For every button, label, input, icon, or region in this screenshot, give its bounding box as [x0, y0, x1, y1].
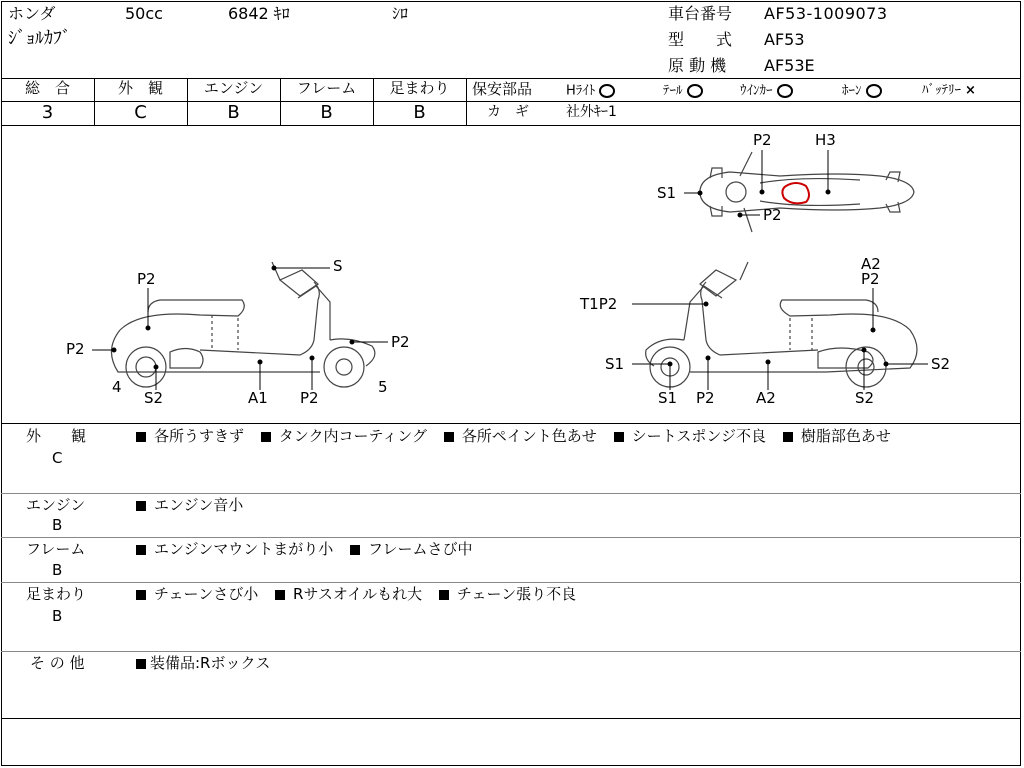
engine-grade: B — [227, 102, 240, 123]
label-right-s1-front: S1 — [605, 355, 625, 373]
headlight-label: Hﾗｲﾄ — [566, 83, 596, 99]
label-right-a2: A2 — [861, 255, 881, 273]
displacement: 50cc — [125, 4, 163, 23]
note-item: シートスポンジ不良 — [631, 427, 767, 445]
horn-label: ﾎｰﾝ — [842, 83, 862, 99]
note-item: Rサスオイルもれ大 — [293, 585, 423, 603]
label-left-p2-rear: P2 — [391, 333, 410, 351]
maker: ホンダ — [8, 4, 56, 23]
winker-label: ｳｲﾝｶｰ — [740, 83, 773, 99]
ok-circle-icon — [687, 84, 703, 98]
note-item: 各所うすきず — [154, 427, 245, 445]
suspension-label: 足まわり — [389, 79, 450, 97]
note-other-items — [136, 656, 270, 671]
note-item: 装備品:Rボックス — [150, 654, 271, 672]
label-right-p2: P2 — [861, 270, 880, 288]
safety-parts-label: 保安部品 — [472, 80, 533, 98]
key-value: 社外ｷｰ1 — [566, 104, 617, 120]
col-divider-5 — [466, 78, 467, 125]
damage-mark-h3 — [782, 183, 809, 203]
frame-no-label: 車台番号 — [668, 4, 733, 23]
note-item: 各所ペイント色あせ — [461, 427, 597, 445]
label-left-p2-front: P2 — [66, 340, 85, 358]
ok-circle-icon — [866, 84, 882, 98]
note-engine-title: エンジン — [26, 496, 86, 514]
bullet-icon — [614, 432, 624, 442]
body-color: ｼﾛ — [392, 4, 409, 23]
bullet-icon — [783, 432, 793, 442]
label-left-a1: A1 — [248, 389, 268, 407]
label-left-4: 4 — [112, 378, 122, 396]
headlight-check — [566, 84, 615, 98]
scooter-top-view — [700, 152, 914, 232]
bullet-icon — [136, 545, 146, 555]
label-top-h3: H3 — [815, 131, 836, 149]
type-value: AF53 — [764, 30, 805, 49]
label-left-5: 5 — [378, 378, 388, 396]
bullet-icon — [136, 659, 146, 669]
label-top-p2: P2 — [753, 131, 772, 149]
label-top-s1: S1 — [657, 184, 677, 202]
bullet-icon — [444, 432, 454, 442]
ok-circle-icon — [777, 84, 793, 98]
safety-mid-border — [467, 101, 1020, 102]
label-left-p2-bottom: P2 — [300, 389, 319, 407]
note-item: タンク内コーティング — [278, 427, 427, 445]
label-right-s1-bottom: S1 — [658, 389, 678, 407]
note-item: チェーンさび小 — [154, 585, 259, 603]
key-label: カ ギ — [487, 104, 529, 120]
engine-model-value: AF53E — [764, 56, 815, 75]
note-engine-grade: B — [52, 516, 63, 534]
winker-check — [740, 84, 793, 98]
note-item: エンジン音小 — [154, 496, 244, 514]
note-frame-items — [136, 542, 472, 557]
battery-check — [922, 84, 976, 97]
engine-label: エンジン — [203, 79, 264, 97]
label-right-p2-bottom: P2 — [696, 389, 715, 407]
label-right-t1p2: T1P2 — [580, 295, 618, 313]
overall-label: 総 合 — [24, 79, 70, 97]
overall-grade: 3 — [41, 102, 54, 123]
bullet-icon — [275, 590, 285, 600]
bullet-icon — [136, 432, 146, 442]
mileage: 6842 ｷﾛ — [228, 4, 290, 23]
note-item: チェーン張り不良 — [456, 585, 577, 603]
frame-grade: B — [320, 102, 333, 123]
label-left-s: S — [333, 257, 343, 275]
label-right-s2-bottom: S2 — [855, 389, 875, 407]
exterior-grade: C — [134, 102, 147, 123]
note-exterior-items — [136, 429, 891, 444]
label-top-p2b: P2 — [763, 206, 782, 224]
bullet-icon — [136, 501, 146, 511]
frame-label: フレーム — [296, 79, 357, 97]
notes-top-border — [1, 423, 1021, 424]
note-engine-items — [136, 498, 243, 513]
notes-divider-2 — [1, 537, 1021, 538]
label-left-s2: S2 — [144, 389, 164, 407]
note-suspension-items — [136, 587, 576, 602]
label-right-s2-rear: S2 — [931, 355, 951, 373]
engine-model-label: 原 動 機 — [668, 56, 727, 75]
note-other-title: そ の 他 — [30, 654, 85, 672]
note-exterior-grade: C — [52, 449, 63, 467]
notes-divider-3 — [1, 582, 1021, 583]
note-item: フレームさび中 — [368, 540, 473, 558]
notes-divider-1 — [1, 493, 1021, 494]
horn-check — [842, 84, 882, 98]
note-frame-grade: B — [52, 561, 63, 579]
frame-no: AF53-1009073 — [764, 4, 888, 23]
ok-circle-icon — [599, 84, 615, 98]
type-label: 型 式 — [668, 30, 733, 49]
battery-x-mark: × — [965, 83, 976, 98]
model-name: ｼﾞｮﾙｶﾌﾞ — [8, 28, 71, 49]
note-item: エンジンマウントまがり小 — [154, 540, 334, 558]
note-frame-title: フレーム — [26, 540, 86, 558]
bullet-icon — [350, 545, 360, 555]
note-exterior-title: 外 観 — [26, 427, 87, 445]
bullet-icon — [261, 432, 271, 442]
bullet-icon — [439, 590, 449, 600]
tail-check — [663, 84, 703, 98]
note-item: 樹脂部色あせ — [800, 427, 891, 445]
label-right-a2-bottom: A2 — [756, 389, 776, 407]
label-left-p2-seat: P2 — [137, 270, 156, 288]
tail-label: ﾃｰﾙ — [663, 83, 683, 99]
battery-label: ﾊﾞｯﾃﾘｰ — [922, 83, 961, 98]
note-suspension-title: 足まわり — [26, 585, 87, 603]
suspension-grade: B — [413, 102, 426, 123]
note-suspension-grade: B — [52, 607, 63, 625]
notes-divider-4 — [1, 651, 1021, 652]
exterior-label: 外 観 — [117, 79, 163, 97]
notes-bottom-border — [1, 718, 1021, 719]
bullet-icon — [136, 590, 146, 600]
